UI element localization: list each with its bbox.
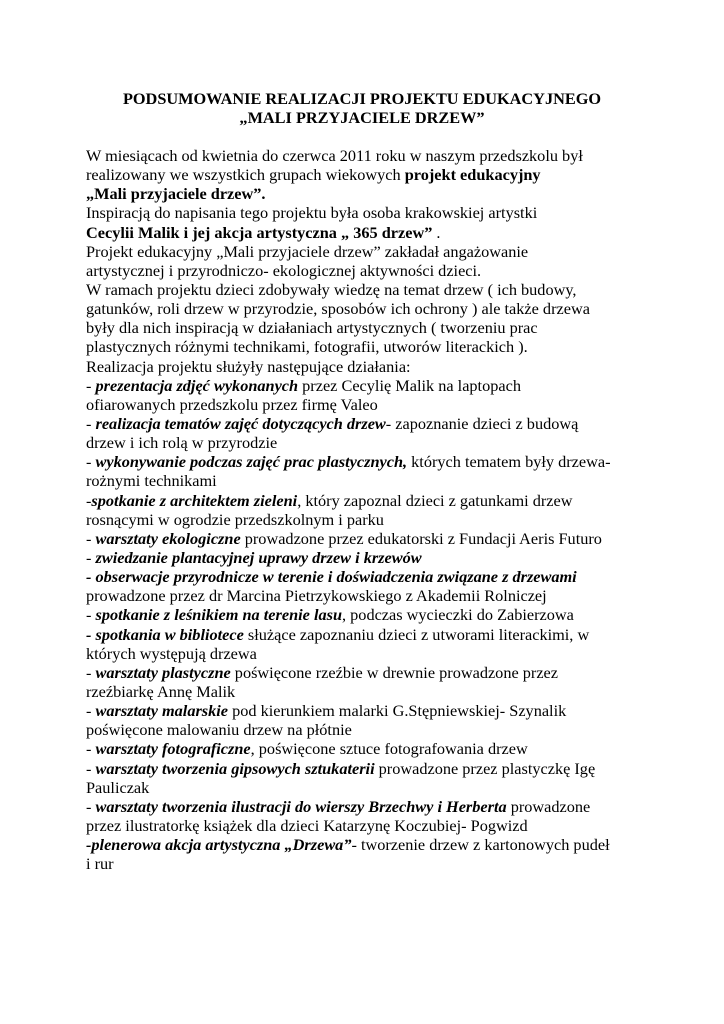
emphasized-text-run: warsztaty ekologiczne (95, 528, 241, 548)
text-run: których występują drzewa (86, 643, 257, 663)
text-run: - (86, 758, 96, 778)
emphasized-text-run: spotkanie z leśnikiem na terenie lasu (95, 605, 343, 625)
text-line (86, 203, 666, 222)
text-run: pod kierunkiem malarki G.Stępniewskiej- Szynalik (228, 701, 567, 721)
text-line (86, 242, 666, 261)
document-body (86, 146, 666, 873)
text-line (86, 720, 666, 739)
text-line (86, 395, 666, 414)
text-run: realizowany we wszystkich grupach wiekowych (86, 165, 405, 185)
text-run: plastycznych różnymi technikami, fotografii, utworów literackich ). (86, 337, 528, 357)
emphasized-text-run: warsztaty malarskie (95, 701, 229, 721)
text-run: - (86, 528, 96, 548)
text-run: - (86, 490, 92, 510)
text-run: przez ilustratorkę książek dla dzieci Katarzynę Koczubiej- Pogwizd (86, 815, 528, 835)
text-line (86, 184, 666, 203)
text-line (86, 471, 666, 490)
text-run: przez Cecylię Malik na laptopach (298, 375, 521, 395)
emphasized-text-run: projekt edukacyjny (404, 165, 541, 185)
text-run: - tworzenie drzew z kartonowych pudeł (351, 835, 610, 855)
text-run: , który zapoznal dzieci z gatunkami drzew (297, 490, 573, 510)
text-run: - (86, 662, 96, 682)
text-run: - (86, 605, 96, 625)
text-line (86, 529, 666, 548)
text-line (86, 280, 666, 299)
text-line (86, 337, 666, 356)
text-line (86, 663, 666, 682)
emphasized-text-run: warsztaty tworzenia gipsowych sztukaterii (95, 758, 375, 778)
emphasized-text-run: -plenerowa akcja artystyczna „Drzewa” (86, 835, 352, 855)
text-line (86, 433, 666, 452)
text-line (86, 682, 666, 701)
text-run: - (86, 413, 96, 433)
text-run: prowadzone przez plastyczkę Igę (374, 758, 596, 778)
text-run: Pauliczak (86, 777, 150, 797)
text-run: rzeźbiarkę Annę Malik (86, 681, 236, 701)
emphasized-text-run: zwiedzanie plantacyjnej uprawy drzew i krzewów (95, 547, 422, 567)
text-line (86, 797, 666, 816)
text-line (86, 318, 666, 337)
text-line (86, 816, 666, 835)
text-line (86, 452, 666, 471)
emphasized-text-run: wykonywanie podczas zajęć prac plastycznych, (95, 452, 408, 472)
text-line (86, 548, 666, 567)
text-line (86, 759, 666, 778)
text-run: rosnącymi w ogrodzie przedszkolnym i parku (86, 509, 384, 529)
text-run: - (86, 701, 96, 721)
text-line (86, 605, 666, 624)
text-run: artystycznej i przyrodniczo- ekologicznej aktywności dzieci. (86, 260, 482, 280)
text-line (86, 146, 666, 165)
text-run: - (86, 739, 96, 759)
text-line (86, 414, 666, 433)
text-line (86, 165, 666, 184)
text-line (86, 357, 666, 376)
text-run: Inspiracją do napisania tego projektu była osoba krakowskiej artystki (86, 203, 538, 223)
text-run: - (86, 796, 96, 816)
text-run: - zapoznanie dzieci z budową (385, 413, 579, 433)
emphasized-text-run: warsztaty tworzenia ilustracji do wierszy Brzechwy i Herberta (95, 796, 507, 816)
emphasized-text-run: realizacja tematów zajęć dotyczących drzew (95, 413, 386, 433)
text-run: W ramach projektu dzieci zdobywały wiedzę na temat drzew ( ich budowy, (86, 279, 577, 299)
text-line (86, 491, 666, 510)
text-line (86, 778, 666, 797)
text-line (86, 854, 666, 873)
text-run: poświęcone rzeźbie w drewnie prowadzone przez (230, 662, 559, 682)
text-line (86, 625, 666, 644)
text-run: W miesiącach od kwietnia do czerwca 2011 roku w naszym przedszkolu był (86, 146, 583, 165)
text-run: poświęcone malowaniu drzew na płótnie (86, 720, 352, 740)
text-run: ofiarowanych przedszkolu przez firmę Valeo (86, 394, 378, 414)
text-line (86, 835, 666, 854)
emphasized-text-run: warsztaty fotograficzne (95, 739, 251, 759)
text-run: Realizacja projektu służyły następujące działania: (86, 356, 411, 376)
emphasized-text-run: - obserwacje przyrodnicze w terenie i doświadczenia związane z drzewami (86, 567, 577, 587)
emphasized-text-run: „Mali przyjaciele drzew”. (86, 184, 266, 204)
text-run: których tematem były drzewa- (407, 452, 611, 472)
emphasized-text-run: warsztaty plastyczne (95, 662, 231, 682)
text-run: , poświęcone sztuce fotografowania drzew (250, 739, 528, 759)
emphasized-text-run: - spotkania w bibliotece (86, 624, 244, 644)
text-line (86, 223, 666, 242)
text-run: gatunków, roli drzew w przyrodzie, sposobów ich ochrony ) ale także drzewa (86, 299, 590, 319)
text-line (86, 510, 666, 529)
text-line (86, 644, 666, 663)
text-run: rożnymi technikami (86, 471, 217, 491)
text-run: Projekt edukacyjny „Mali przyjaciele drzew” zakładał angażowanie (86, 241, 529, 261)
text-line (86, 261, 666, 280)
text-run: były dla nich inspiracją w działaniach artystycznych ( tworzeniu prac (86, 318, 538, 338)
text-run: prowadzone przez dr Marcina Pietrzykowskiego z Akademii Rolniczej (86, 586, 547, 606)
text-line (86, 376, 666, 395)
text-line (86, 739, 666, 758)
emphasized-text-run: prezentacja zdjęć wykonanych (95, 375, 299, 395)
text-run: , podczas wycieczki do Zabierzowa (342, 605, 574, 625)
text-run: prowadzone przez edukatorski z Fundacji Aeris Futuro (240, 528, 602, 548)
text-line (86, 299, 666, 318)
text-run: - (86, 452, 96, 472)
text-run: prowadzone (506, 796, 591, 816)
emphasized-text-run: Cecylii Malik i jej akcja artystyczna „ 365 drzew” (86, 222, 437, 242)
text-line (86, 586, 666, 605)
project-name-title: „MALI PRZYJACIELE DRZEW” (239, 108, 485, 127)
text-line (86, 701, 666, 720)
text-run: służące zapoznaniu dzieci z utworami literackimi, w (243, 624, 590, 644)
text-line (86, 567, 666, 586)
text-run: drzew i ich rolą w przyrodzie (86, 433, 278, 453)
text-run: - (86, 375, 96, 395)
emphasized-text-run: spotkanie z architektem zieleni (91, 490, 298, 510)
text-run: - (86, 547, 96, 567)
text-run: i rur (86, 854, 114, 874)
document-title: PODSUMOWANIE REALIZACJI PROJEKTU EDUKACYJNEGO (122, 89, 602, 108)
text-run: . (436, 222, 441, 242)
